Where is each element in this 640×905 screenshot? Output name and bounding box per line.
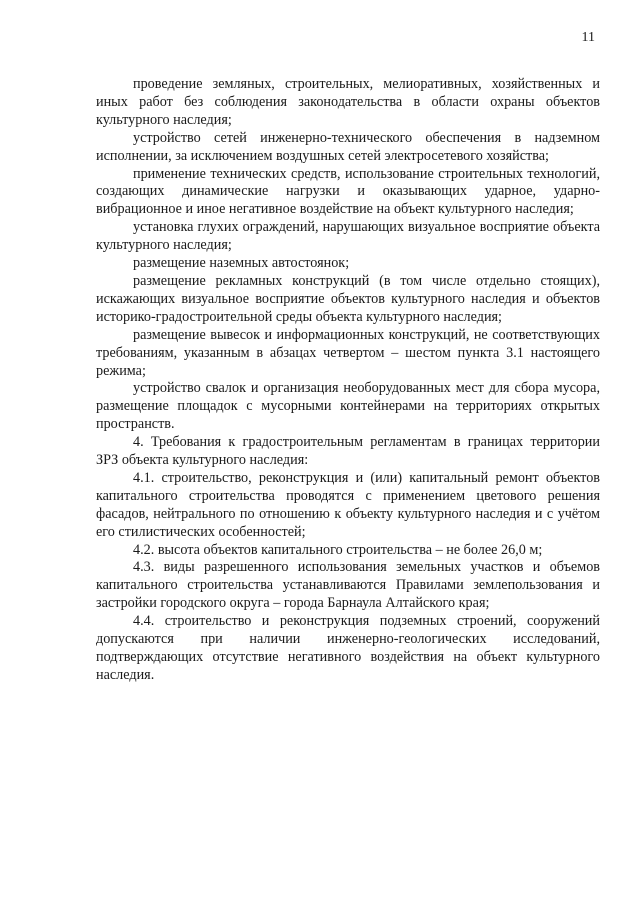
paragraph-advertising: размещение рекламных конструкций (в том числе отдельно стоящих), искажающих визуальное восприятие объектов культурного наследия и объектов историко-градостроительной среды объекта культурного наследия; [96,272,600,325]
paragraph-parking: размещение наземных автостоянок; [133,255,350,272]
paragraph-4-4: 4.4. строительство и реконструкция подземных строений, сооружений допускаются при наличии инженерно-геологических исследований, подтверждающих отсутствие негативного воздействия на объект культурного наследия. [96,613,600,683]
paragraph-4-1: 4.1. строительство, реконструкция и (или) капитальный ремонт объектов капитального строительства проводятся с применением цветового решения фасадов, нейтрального по отношению к объекту культурного наследия и с учётом его стилистических особенностей; [96,469,600,540]
paragraph-engineering-networks: устройство сетей инженерно-технического обеспечения в надземном исполнении, за исключением воздушных сетей электросетевого хозяйства; [96,129,600,164]
paragraph-dumps: устройство свалок и организация необорудованных мест для сбора мусора, размещение площадок с мусорными контейнерами на территориях открытых пространств. [96,380,600,433]
paragraph-section-4-heading: 4. Требования к градостроительным регламентам в границах территории ЗРЗ объекта культурного наследия: [96,434,600,469]
page-number: 11 [581,30,595,45]
paragraph-4-3: 4.3. виды разрешенного использования земельных участков и объемов капитального строительства устанавливаются Правилами землепользования и застройки городского округа – города Барнаула Алтайского края; [96,559,600,612]
paragraph-earthworks: проведение земляных, строительных, мелиоративных, хозяйственных и иных работ без соблюдения законодательства в области охраны объектов культурного наследия; [96,76,600,128]
paragraph-4-2: 4.2. высота объектов капитального строительства – не более 26,0 м; [133,541,543,558]
paragraph-blank-fences: установка глухих ограждений, нарушающих визуальное восприятие объекта культурного наследия; [96,219,600,254]
paragraph-signboards: размещение вывесок и информационных конструкций, не соответствующих требованиям, указанным в абзацах четвертом – шестом пункта 3.1 настоящего режима; [96,326,600,379]
document-body [96,76,600,685]
paragraph-technical-means: применение технических средств, использование строительных технологий, создающих динамические нагрузки и оказывающих ударное, ударно-вибрационное и иное негативное воздействие на объект культурного наследия; [96,165,600,218]
